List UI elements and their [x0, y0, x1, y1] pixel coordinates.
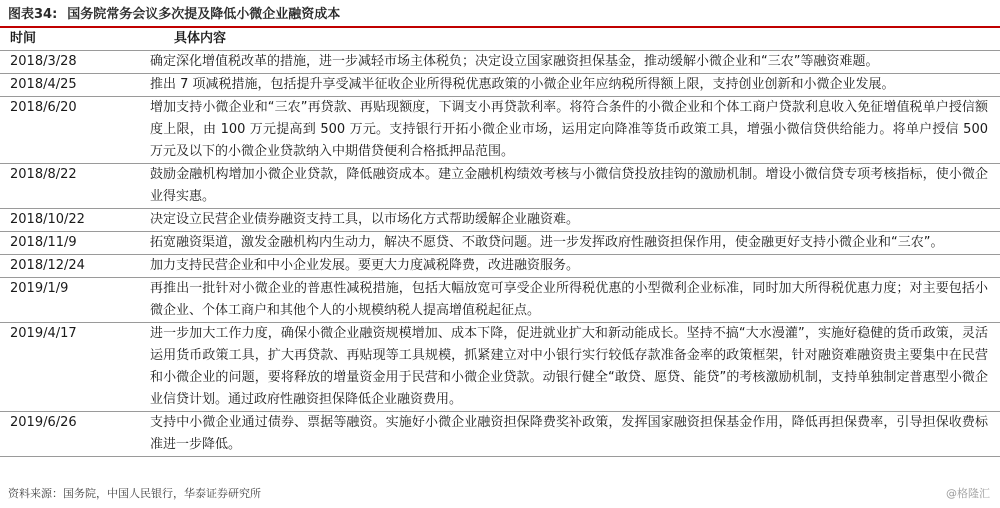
row-text: 支持中小微企业通过债券、票据等融资。实施好小微企业融资担保降费奖补政策，发挥国家融资担保基金作用，降低再担保费率，引导担保收费标准进一步降低。 — [150, 415, 988, 452]
table-header — [0, 28, 1000, 50]
row-date: 2018/11/9 — [10, 235, 77, 250]
table-row — [0, 164, 1000, 209]
row-text: 鼓励金融机构增加小微企业贷款，降低融资成本。建立金融机构绩效考核与小微信贷投放挂钩的激励机制。增设小微信贷专项考核指标，使小微企业得实惠。 — [150, 167, 988, 204]
row-date: 2018/10/22 — [10, 212, 85, 227]
row-text: 决定设立民营企业债券融资支持工具，以市场化方式帮助缓解企业融资难。 — [150, 212, 580, 227]
row-date: 2018/8/22 — [10, 167, 77, 182]
policy-table — [0, 51, 1000, 457]
row-date: 2019/1/9 — [10, 281, 69, 296]
figure-title — [8, 4, 992, 26]
row-date: 2019/6/26 — [10, 415, 77, 430]
header-date: 时间 — [10, 31, 37, 46]
table-row — [0, 323, 1000, 412]
row-date: 2018/6/20 — [10, 100, 77, 115]
watermark: @格隆汇 — [946, 487, 990, 500]
row-date: 2019/4/17 — [10, 326, 77, 341]
table-row — [0, 51, 1000, 74]
row-date: 2018/3/28 — [10, 54, 77, 69]
row-text: 推出 7 项减税措施，包括提升享受减半征收企业所得税优惠政策的小微企业年应纳税所得额上限，支持创业创新和小微企业发展。 — [150, 77, 895, 92]
row-date: 2018/4/25 — [10, 77, 77, 92]
row-text: 确定深化增值税改革的措施，进一步减轻市场主体税负；决定设立国家融资担保基金，推动缓解小微企业和“三农”等融资难题。 — [150, 54, 879, 69]
header-content: 具体内容 — [174, 31, 227, 46]
row-text: 进一步加大工作力度，确保小微企业融资规模增加、成本下降，促进就业扩大和新动能成长。坚持不搞“大水漫灌”，实施好稳健的货币政策，灵活运用货币政策工具，扩大再贷款、再贴现等工具规模，抓紧建立对中小银行实行较低存款准备金率的政策框架，针对融资难融资贵主要集中在民营和小微企业的问题，要将释放的增量资金用于民营和小微企业贷款。动银行健全“敢贷、愿贷、能贷”的考核激励机制，支持单独制定普惠型小微企业信贷计划。通过政府性融资担保降低企业融资费用。 — [150, 326, 988, 407]
table-row — [0, 74, 1000, 97]
row-text: 拓宽融资渠道，激发金融机构内生动力，解决不愿贷、不敢贷问题。进一步发挥政府性融资担保作用，使金融更好支持小微企业和“三农”。 — [150, 235, 944, 250]
figure-title-text: 国务院常务会议多次提及降低小微企业融资成本 — [67, 7, 341, 22]
table-row — [0, 97, 1000, 164]
table-row — [0, 209, 1000, 232]
figure-label: 图表34: — [8, 7, 58, 22]
row-date: 2018/12/24 — [10, 258, 85, 273]
table-row — [0, 255, 1000, 278]
row-text: 增加支持小微企业和“三农”再贷款、再贴现额度，下调支小再贷款利率。将符合条件的小微企业和个体工商户贷款利息收入免征增值税单户授信额度上限，由 100 万元提高到 500 万元。支持银行开拓小微企业市场，运用定向降准等货币政策工具，增强小微信贷供给能力。将单户授信 500 万元及以下的小微企业贷款纳入中期借贷便利合格抵押品范围。 — [150, 100, 988, 159]
row-text: 再推出一批针对小微企业的普惠性减税措施，包括大幅放宽可享受企业所得税优惠的小型微利企业标准，同时加大所得税优惠力度；对主要包括小微企业、个体工商户和其他个人的小规模纳税人提高增值税起征点。 — [150, 281, 988, 318]
source-note: 资料来源：国务院，中国人民银行，华泰证券研究所 — [8, 487, 261, 500]
table-row — [0, 412, 1000, 457]
table-row — [0, 278, 1000, 323]
row-text: 加力支持民营企业和中小企业发展。要更大力度减税降费，改进融资服务。 — [150, 258, 580, 273]
table-row — [0, 232, 1000, 255]
